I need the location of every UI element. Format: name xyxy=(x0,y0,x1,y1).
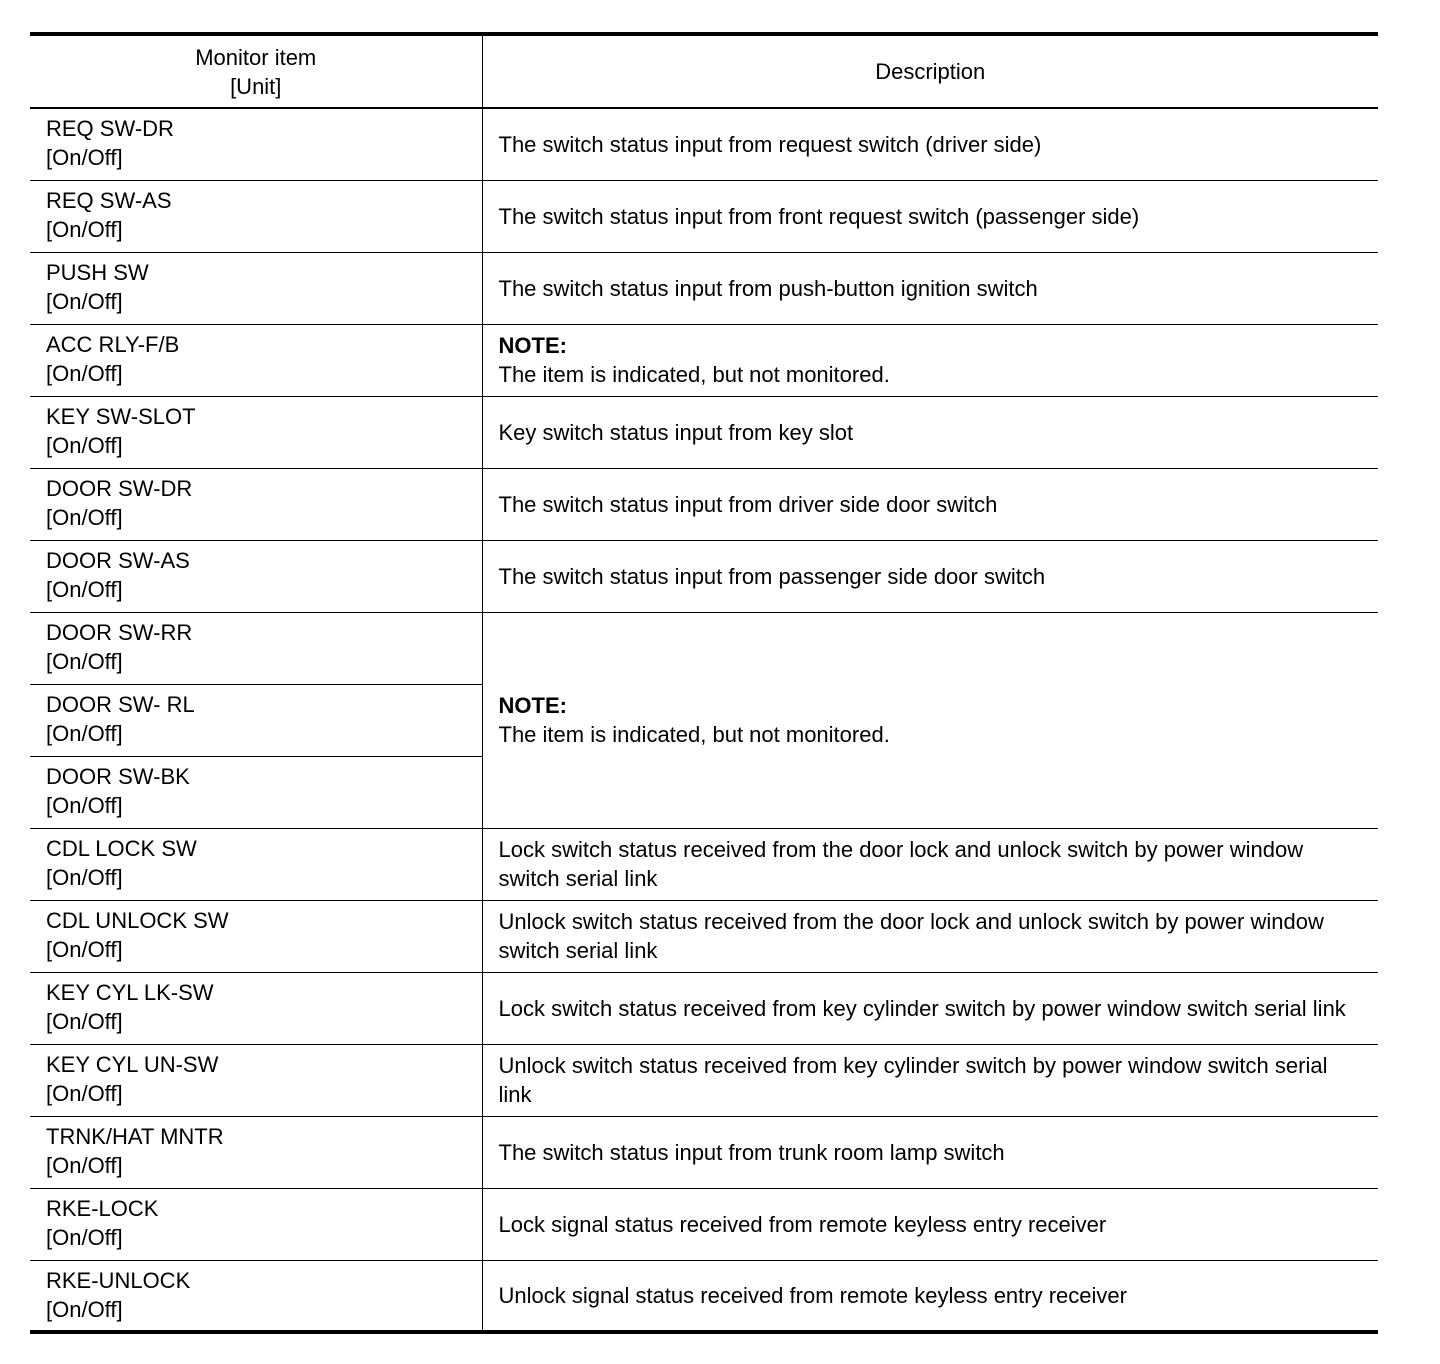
table-row xyxy=(30,1116,1378,1188)
note-label: NOTE: xyxy=(498,693,567,718)
monitor-item-cell xyxy=(30,612,482,684)
monitor-item-unit: [On/Off] xyxy=(46,360,123,386)
monitor-item-name: KEY CYL UN-SW xyxy=(46,1051,219,1077)
monitor-item-name: DOOR SW-BK xyxy=(46,763,190,789)
description-cell: The switch status input from front request switch (passenger side) xyxy=(498,203,1140,229)
description-cell: Lock switch status received from the door lock and unlock switch by power window switch serial link xyxy=(498,837,1304,891)
note-text: The item is indicated, but not monitored. xyxy=(498,362,890,387)
table-row xyxy=(30,324,1378,396)
table-row xyxy=(30,1188,1378,1260)
monitor-item-name: ACC RLY-F/B xyxy=(46,331,180,357)
monitor-item-cell xyxy=(30,468,482,540)
description-cell xyxy=(482,324,1378,396)
description-cell: The switch status input from push-button ignition switch xyxy=(498,275,1038,301)
monitor-item-unit: [On/Off] xyxy=(46,864,123,890)
table-row xyxy=(30,612,1378,684)
monitor-item-cell xyxy=(30,540,482,612)
description-cell: Key switch status input from key slot xyxy=(498,419,854,445)
monitor-item-name: CDL UNLOCK SW xyxy=(46,907,229,933)
monitor-item-cell xyxy=(30,180,482,252)
monitor-item-unit: [On/Off] xyxy=(46,1296,123,1322)
monitor-item-cell xyxy=(30,900,482,972)
description-cell: Unlock signal status received from remote keyless entry receiver xyxy=(498,1282,1127,1308)
monitor-item-name: RKE-LOCK xyxy=(46,1195,159,1221)
monitor-item-unit: [On/Off] xyxy=(46,648,123,674)
monitor-item-name: DOOR SW-DR xyxy=(46,475,193,501)
monitor-item-unit: [On/Off] xyxy=(46,1224,123,1250)
monitor-item-name: REQ SW-AS xyxy=(46,187,172,213)
description-cell: The switch status input from passenger side door switch xyxy=(498,563,1046,589)
monitor-item-name: DOOR SW- RL xyxy=(46,691,195,717)
monitor-item-name: REQ SW-DR xyxy=(46,116,174,141)
table-row xyxy=(30,1044,1378,1116)
monitor-item-cell xyxy=(30,1188,482,1260)
description-cell: Unlock switch status received from key cylinder switch by power window switch serial link xyxy=(498,1053,1328,1107)
monitor-item-cell xyxy=(30,756,482,828)
table-row xyxy=(30,1260,1378,1332)
monitor-item-unit: [On/Off] xyxy=(46,216,123,242)
table-row xyxy=(30,396,1378,468)
monitor-item-unit: [On/Off] xyxy=(46,1008,123,1034)
monitor-item-cell xyxy=(30,1260,482,1332)
monitor-item-name: PUSH SW xyxy=(46,259,149,285)
monitor-item-cell xyxy=(30,828,482,900)
monitor-item-unit: [On/Off] xyxy=(46,1152,123,1178)
monitor-item-cell xyxy=(30,1044,482,1116)
monitor-item-name: KEY CYL LK-SW xyxy=(46,979,214,1005)
table-row xyxy=(30,972,1378,1044)
note-label: NOTE: xyxy=(498,333,567,358)
monitor-item-name: DOOR SW-RR xyxy=(46,619,193,645)
table-row xyxy=(30,900,1378,972)
table-row xyxy=(30,540,1378,612)
table-header-row xyxy=(30,34,1378,108)
monitor-item-cell xyxy=(30,972,482,1044)
description-header: Description xyxy=(875,59,986,84)
monitor-item-name: RKE-UNLOCK xyxy=(46,1267,191,1293)
monitor-item-unit: [On/Off] xyxy=(46,288,123,314)
unit-header-label: [Unit] xyxy=(230,73,282,99)
monitor-item-unit: [On/Off] xyxy=(46,792,123,818)
monitor-item-name: CDL LOCK SW xyxy=(46,835,197,861)
monitor-item-cell xyxy=(30,396,482,468)
monitor-item-cell xyxy=(30,108,482,180)
table-row xyxy=(30,828,1378,900)
description-cell xyxy=(482,612,1378,828)
description-cell: Lock signal status received from remote keyless entry receiver xyxy=(498,1211,1107,1237)
description-cell: The switch status input from trunk room lamp switch xyxy=(498,1139,1005,1165)
monitor-item-header xyxy=(30,34,482,108)
monitor-item-unit: [On/Off] xyxy=(46,504,123,530)
monitor-item-cell xyxy=(30,252,482,324)
monitor-item-name: DOOR SW-AS xyxy=(46,547,190,573)
monitor-item-header-label: Monitor item xyxy=(195,44,317,70)
monitor-item-unit: [On/Off] xyxy=(46,145,123,170)
monitor-item-cell xyxy=(30,684,482,756)
monitor-item-cell xyxy=(30,324,482,396)
monitor-item-unit: [On/Off] xyxy=(46,936,123,962)
description-cell: The switch status input from driver side door switch xyxy=(498,491,998,517)
monitor-item-unit: [On/Off] xyxy=(46,720,123,746)
description-cell: Unlock switch status received from the door lock and unlock switch by power window switch serial link xyxy=(498,909,1324,963)
monitor-item-name: KEY SW-SLOT xyxy=(46,403,196,429)
note-text: The item is indicated, but not monitored. xyxy=(498,722,890,747)
monitor-item-unit: [On/Off] xyxy=(46,576,123,602)
description-cell: Lock switch status received from key cylinder switch by power window switch serial link xyxy=(498,995,1346,1021)
monitor-item-unit: [On/Off] xyxy=(46,432,123,458)
table-row xyxy=(30,180,1378,252)
monitor-item-unit: [On/Off] xyxy=(46,1080,123,1106)
description-cell: The switch status input from request switch (driver side) xyxy=(498,131,1042,157)
table-row xyxy=(30,252,1378,324)
monitor-item-name: TRNK/HAT MNTR xyxy=(46,1123,224,1149)
table-row xyxy=(30,108,1378,180)
table-row xyxy=(30,468,1378,540)
monitor-item-table xyxy=(30,32,1378,1334)
monitor-item-cell xyxy=(30,1116,482,1188)
